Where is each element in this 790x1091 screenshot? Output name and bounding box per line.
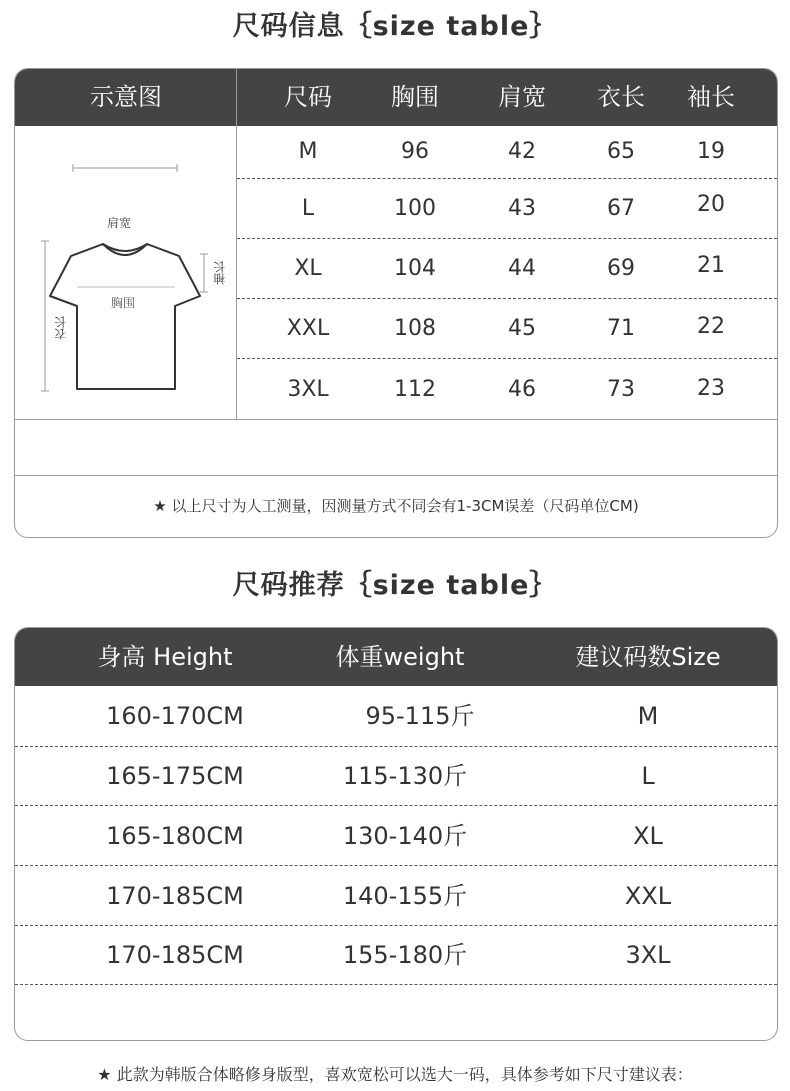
cell-height: 170-185CM — [106, 882, 244, 910]
header-height: 身高 Height — [97, 643, 233, 671]
diagram-label-sleeve: 袖长 — [213, 261, 227, 285]
star-icon: ★ — [153, 497, 167, 515]
diagram-label-length: 衣长 — [54, 316, 68, 340]
cell-length: 73 — [607, 377, 635, 402]
size-info-note — [15, 475, 777, 537]
cell-shoulder: 46 — [508, 377, 536, 402]
table-divider — [15, 419, 777, 420]
table-row — [237, 178, 777, 239]
table-row — [15, 746, 777, 806]
table-row — [237, 298, 777, 359]
header-diagram: 示意图 — [90, 83, 162, 111]
header-suggested-size: 建议码数Size — [575, 643, 721, 671]
cell-shoulder: 42 — [508, 139, 536, 164]
star-icon: ★ — [97, 1065, 112, 1084]
cell-chest: 96 — [401, 139, 429, 164]
cell-size: XXL — [624, 882, 672, 910]
cell-height: 160-170CM — [106, 702, 244, 730]
table-row — [237, 126, 777, 178]
table-row-end — [15, 984, 777, 985]
tshirt-icon — [15, 126, 236, 419]
cell-size: M — [637, 702, 659, 730]
tshirt-diagram — [15, 126, 236, 419]
size-recommend-title: 尺码推荐｛size table｝ — [232, 570, 558, 601]
size-info-rows — [237, 126, 777, 419]
table-row — [15, 686, 777, 746]
diagram-label-chest: 胸围 — [111, 296, 136, 310]
cell-height: 170-185CM — [106, 941, 244, 969]
table-row — [237, 238, 777, 299]
header-weight: 体重weight — [335, 643, 465, 671]
cell-chest: 104 — [394, 256, 436, 281]
cell-weight: 140-155斤 — [342, 882, 468, 910]
cell-length: 65 — [607, 139, 635, 164]
size-info-table — [14, 68, 778, 538]
header-chest: 胸围 — [391, 83, 439, 111]
cell-height: 165-175CM — [106, 762, 244, 790]
cell-shoulder: 45 — [508, 316, 536, 341]
cell-weight: 130-140斤 — [342, 822, 468, 850]
cell-sleeve: 22 — [697, 314, 725, 339]
size-info-title: 尺码信息｛size table｝ — [232, 11, 558, 42]
table-row — [237, 358, 777, 420]
size-recommend-table — [14, 627, 778, 1041]
cell-sleeve: 23 — [697, 376, 725, 401]
diagram-label-shoulder: 肩宽 — [107, 216, 132, 230]
header-size: 尺码 — [284, 83, 332, 111]
cell-chest: 108 — [394, 316, 436, 341]
header-shoulder: 肩宽 — [498, 83, 546, 111]
cell-size: 3XL — [287, 377, 329, 402]
header-length: 衣长 — [597, 83, 645, 111]
cell-length: 69 — [607, 256, 635, 281]
header-sleeve: 袖长 — [687, 83, 735, 111]
cell-length: 71 — [607, 316, 635, 341]
cell-chest: 112 — [394, 377, 436, 402]
cell-size: XXL — [286, 316, 330, 341]
cell-shoulder: 44 — [508, 256, 536, 281]
table-row — [15, 805, 777, 866]
cell-size: M — [298, 139, 318, 164]
table-row — [15, 925, 777, 985]
cell-sleeve: 19 — [697, 139, 725, 164]
cell-weight: 155-180斤 — [342, 941, 468, 969]
cell-length: 67 — [607, 196, 635, 221]
size-info-header — [15, 69, 777, 126]
cell-sleeve: 21 — [697, 253, 725, 278]
cell-size: 3XL — [625, 941, 671, 969]
cell-weight: 115-130斤 — [342, 762, 468, 790]
cell-size: XL — [633, 822, 663, 850]
cell-size: L — [641, 762, 655, 790]
cell-sleeve: 20 — [697, 192, 725, 217]
cell-size: L — [301, 196, 315, 221]
cell-size: XL — [294, 256, 322, 281]
cell-weight: 95-115斤 — [365, 702, 475, 730]
size-recommend-note-text: 此款为韩版合体略修身版型，喜欢宽松可以选大一码，具体参考如下尺寸建议表： — [116, 1065, 693, 1084]
table-row — [15, 865, 777, 926]
size-recommend-note — [0, 1062, 790, 1085]
cell-shoulder: 43 — [508, 196, 536, 221]
size-info-note-text: 以上尺寸为人工测量，因测量方式不同会有1-3CM误差（尺码单位CM) — [171, 497, 639, 515]
size-recommend-header — [15, 628, 777, 686]
cell-height: 165-180CM — [106, 822, 244, 850]
cell-chest: 100 — [394, 196, 436, 221]
